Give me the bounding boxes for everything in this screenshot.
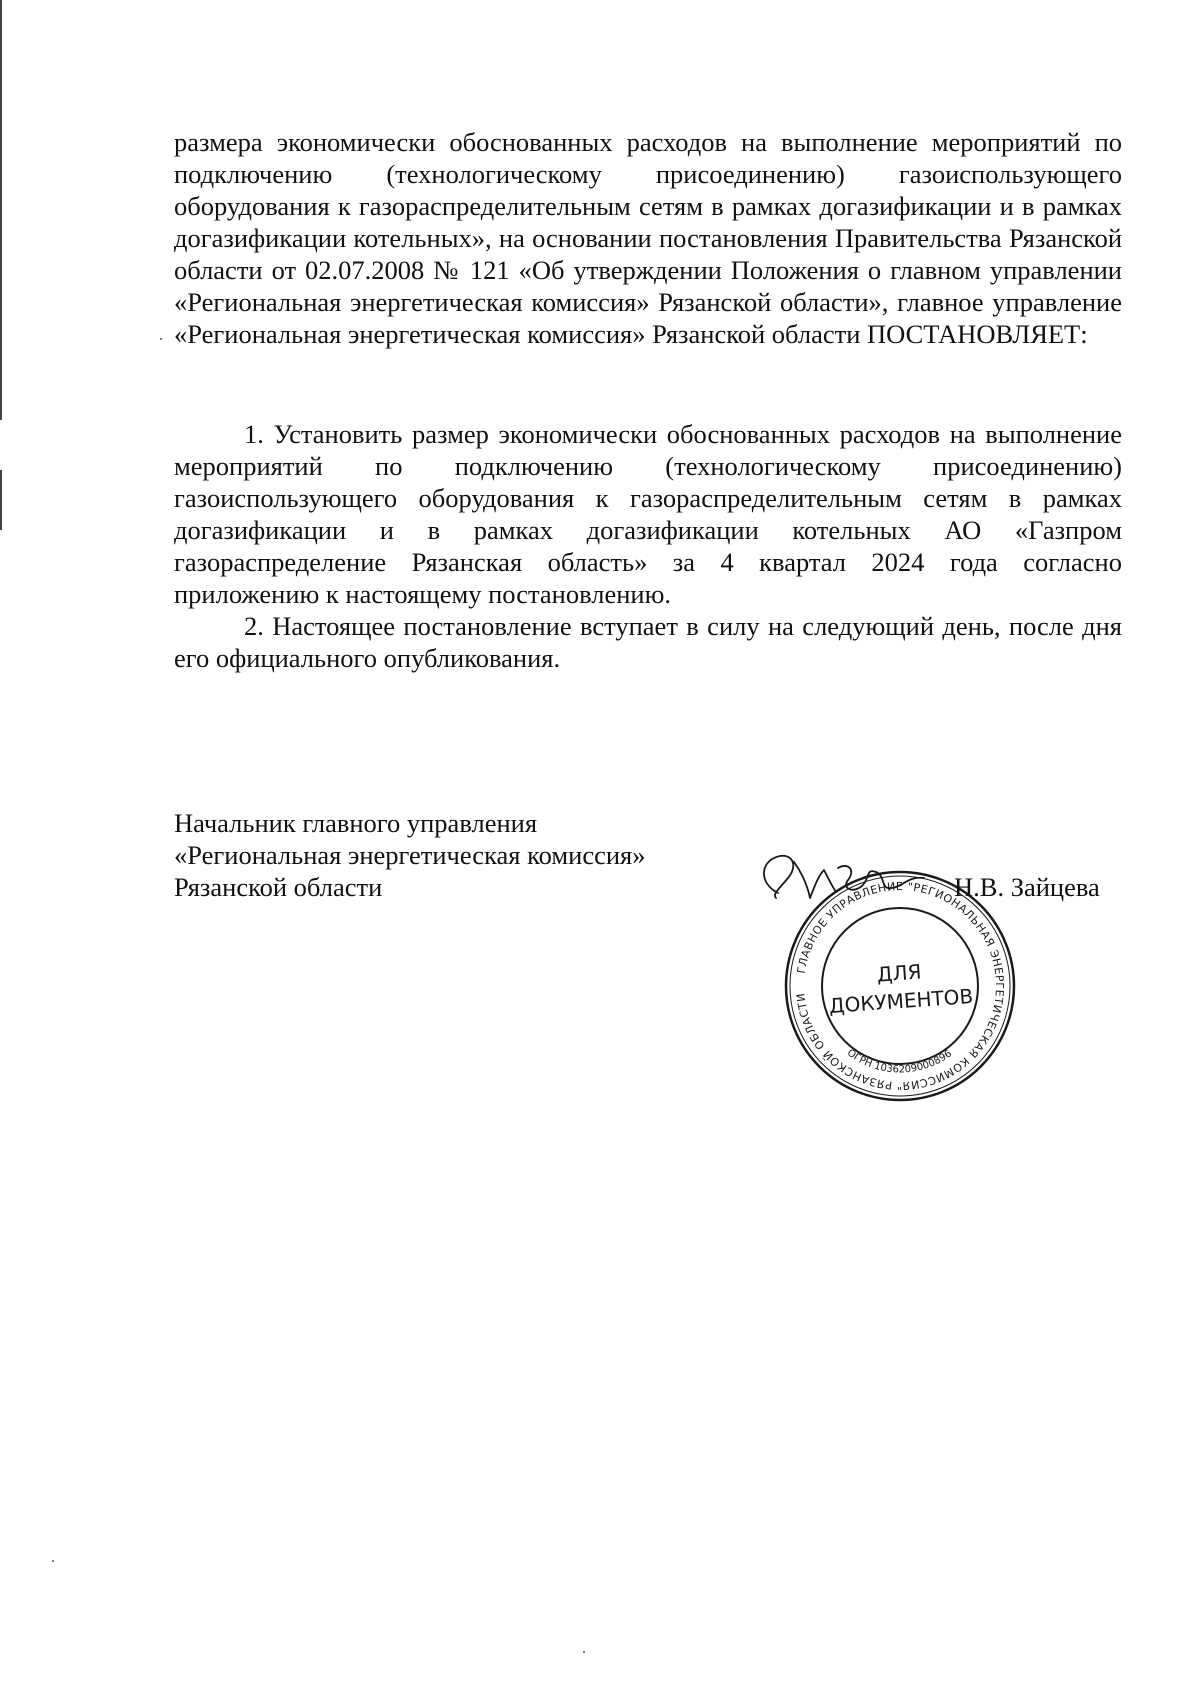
position-line-2: «Региональная энергетическая комиссия» <box>174 840 646 870</box>
position-line-1: Начальник главного управления <box>174 808 538 838</box>
scan-speck <box>160 338 162 340</box>
scan-speck <box>52 1560 54 1562</box>
stamp-ring-text: ГЛАВНОЕ УПРАВЛЕНИЕ "РЕГИОНАЛЬНАЯ ЭНЕРГЕТИЧЕСКАЯ КОМИССИЯ" РЯЗАНСКОЙ ОБЛАСТИ <box>794 879 1007 1093</box>
scan-edge-line <box>0 470 2 530</box>
paragraph-1: 1. Установить размер экономически обоснованных расходов на выполнение мероприятий по подключению (технологическому присоединению) газоиспользующего оборудования к газораспределительным сетям в рамках догазификации и в рамках догазификации котельных АО «Газпром газораспределение Рязанская область» за 4 квартал 2024 года согласно приложению к настоящему постановлению. <box>174 419 1122 609</box>
stamp-center-line-1: ДЛЯ <box>876 959 923 987</box>
handwritten-signature <box>748 848 948 908</box>
paragraph-2: 2. Настоящее постановление вступает в силу на следующий день, после дня его официального опубликования. <box>174 611 1122 673</box>
signature-position <box>174 807 734 903</box>
scan-edge-line <box>0 0 2 420</box>
paragraph-intro: размера экономически обоснованных расходов на выполнение мероприятий по подключению (технологическому присоединению) газоиспользующего оборудования к газораспределительным сетям в рамках догазификации и в рамках догазификации котельных», на основании постановления Правительства Рязанской области от 02.07.2008 № 121 «Об утверждении Положения о главном управлении «Региональная энергетическая комиссия» Рязанской области», главное управление «Региональная энергетическая комиссия» Рязанской области ПОСТАНОВЛЯЕТ: <box>174 127 1122 349</box>
stamp-ogrn-text: ОГРН 1036209000896 <box>844 1047 955 1076</box>
signer-name: Н.В. Зайцева <box>954 872 1100 902</box>
stamp-center-line-2: ДОКУМЕНТОВ <box>828 983 974 1018</box>
position-line-3: Рязанской области <box>174 872 383 902</box>
scan-speck <box>583 1651 585 1653</box>
